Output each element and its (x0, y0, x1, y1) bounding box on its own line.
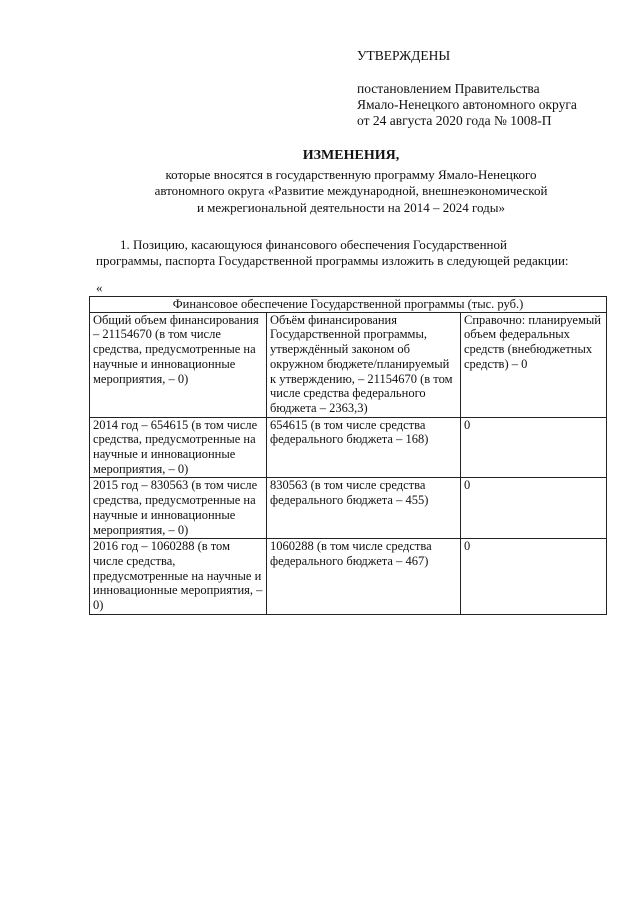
approval-line: Ямало-Ненецкого автономного округа (357, 97, 577, 112)
header-cell-reference: Справочно: планируемый объем федеральных средств (внебюджетных средств) – 0 (461, 312, 607, 417)
table-cell: 2014 год – 654615 (в том числе средства, предусмотренные на научные и инновационные мероприятия, – 0) (90, 417, 267, 478)
document-title-block (96, 148, 606, 216)
table-caption-row (90, 297, 607, 313)
table-header-row (90, 312, 607, 417)
table-cell: 0 (461, 539, 607, 615)
document-subtitle-line: автономного округа «Развитие международной, внешнеэкономической (154, 183, 548, 198)
header-cell-total: Общий объем финансирования – 21154670 (в том числе средства, предусмотренные на научные и инновационные мероприятия, – 0) (90, 312, 267, 417)
table-cell: 2016 год – 1060288 (в том числе средства, предусмотренные на научные и инновационные мероприятия, – 0) (90, 539, 267, 615)
table-row (90, 417, 607, 478)
document-subtitle-line: и межрегиональной деятельности на 2014 – 2024 годы» (196, 199, 506, 215)
amendment-paragraph (96, 237, 602, 269)
approval-heading: УТВЕРЖДЕНЫ (357, 48, 451, 63)
table-cell: 2015 год – 830563 (в том числе средства, предусмотренные на научные и инновационные мероприятия, – 0) (90, 478, 267, 539)
approval-line: постановлением Правительства (357, 81, 540, 96)
table-cell: 0 (461, 478, 607, 539)
table-row (90, 478, 607, 539)
opening-quote: « (96, 280, 103, 295)
table-row (90, 539, 607, 615)
document-subtitle-line: которые вносятся в государственную программу Ямало-Ненецкого (165, 166, 537, 182)
table-caption: Финансовое обеспечение Государственной программы (тыс. руб.) (90, 297, 607, 313)
table-cell: 0 (461, 417, 607, 478)
paragraph-first-line: 1. Позицию, касающуюся финансового обеспечения Государственной (120, 237, 507, 252)
approval-line: от 24 августа 2020 года № 1008-П (357, 113, 552, 128)
header-cell-program-volume: Объём финансирования Государственной программы, утверждённый законом об окружном бюджете/планируемый к утверждению, – 21154670 (в том числе средства федерального бюджета – 2363,3) (267, 312, 461, 417)
financing-table (89, 296, 607, 615)
table-cell: 830563 (в том числе средства федерального бюджета – 455) (267, 478, 461, 539)
table-cell: 1060288 (в том числе средства федерального бюджета – 467) (267, 539, 461, 615)
document-title: ИЗМЕНЕНИЯ, (302, 148, 400, 163)
approval-block (357, 48, 617, 129)
table-cell: 654615 (в том числе средства федерального бюджета – 168) (267, 417, 461, 478)
paragraph-continuation: программы, паспорта Государственной программы изложить в следующей редакции: (96, 253, 569, 268)
